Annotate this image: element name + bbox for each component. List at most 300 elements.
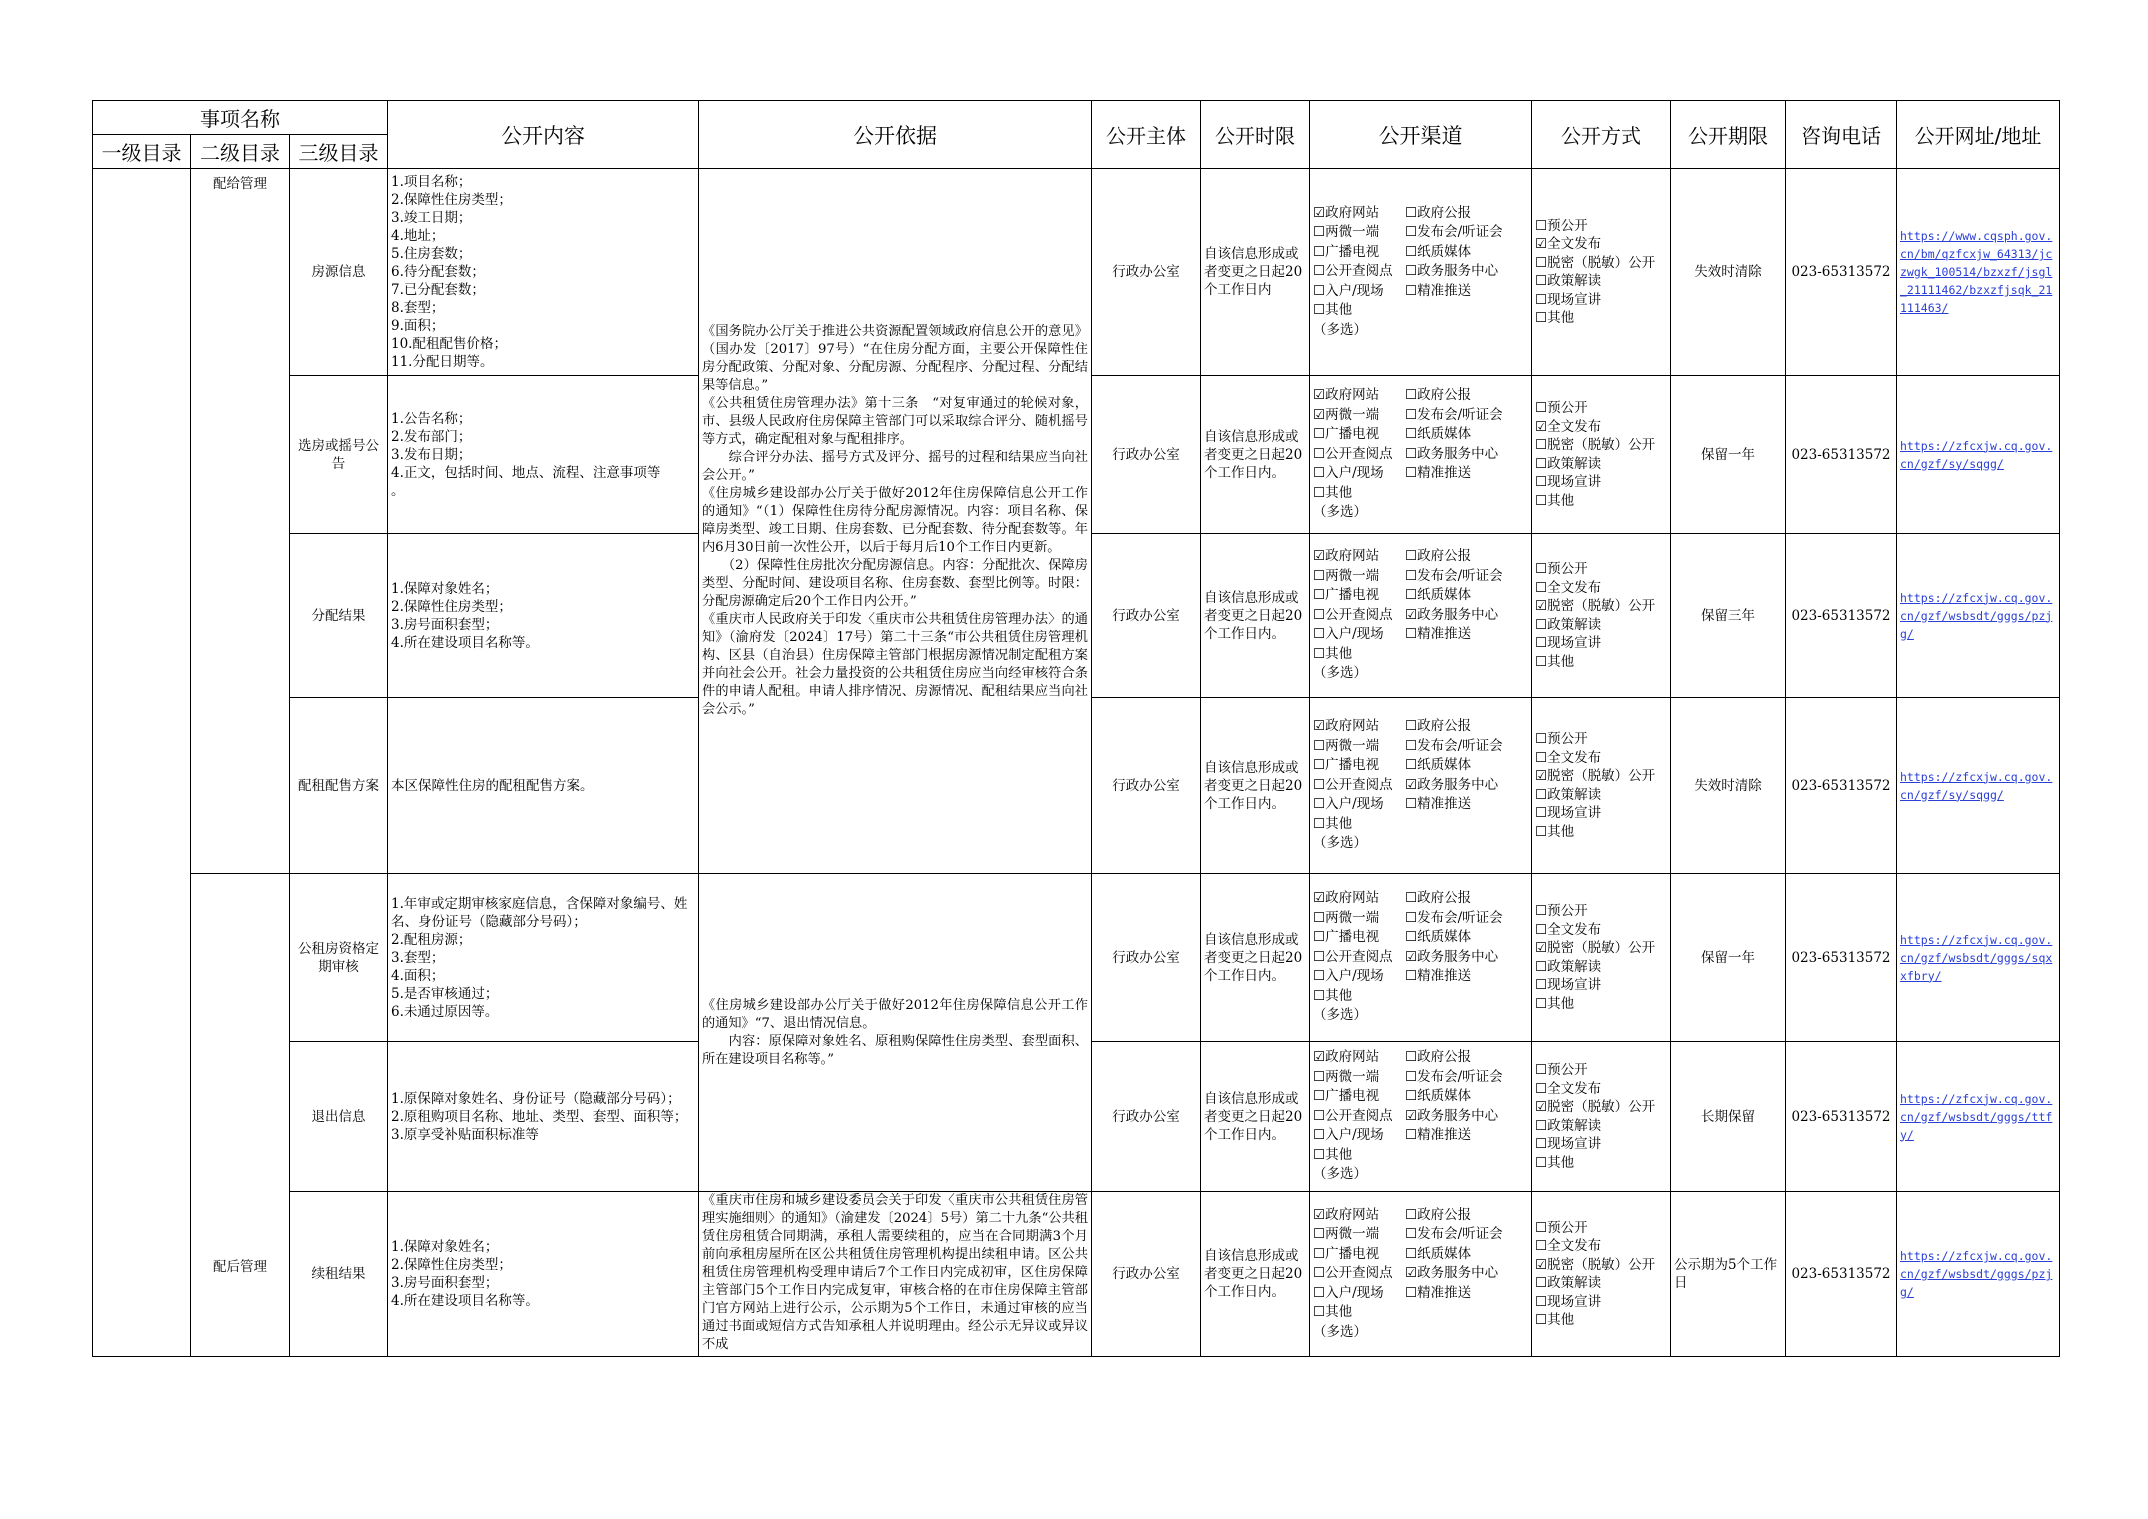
channel-option: ☐精准推送 bbox=[1405, 465, 1472, 482]
period-cell: 失效时清除 bbox=[1671, 698, 1786, 874]
channel-option: ☑政府网站 bbox=[1313, 1049, 1380, 1066]
basis-paragraph: （2）保障性住房批次分配房源信息。内容：分配批次、保障房类型、分配时间、建设项目名称、住房套数、套型比例等。时限：分配房源确定后20个工作日内公开。” bbox=[702, 558, 1088, 609]
time-limit-cell: 自该信息形成或者变更之日起20个工作日内。 bbox=[1201, 1192, 1310, 1357]
table-body bbox=[93, 169, 2060, 1357]
content-line: 3.原享受补贴面积标准等 bbox=[391, 1126, 539, 1143]
content-line: 6.待分配套数； bbox=[391, 264, 485, 280]
subject-cell: 行政办公室 bbox=[1092, 698, 1201, 874]
url-cell bbox=[1897, 698, 2060, 874]
channel-option-row bbox=[1313, 223, 1528, 243]
channel-option-row bbox=[1313, 425, 1528, 445]
channel-option: （多选） bbox=[1313, 504, 1367, 521]
phone-cell: 023-65313572 bbox=[1786, 1192, 1897, 1357]
channel-option: ☐公开查阅点 bbox=[1313, 263, 1393, 280]
channel-option: ☐其他 bbox=[1313, 484, 1353, 501]
channel-option: ☐公开查阅点 bbox=[1313, 445, 1393, 462]
method-option: ☑脱密（脱敏）公开 bbox=[1535, 940, 1656, 956]
url-cell bbox=[1897, 169, 2060, 376]
header-phone: 咨询电话 bbox=[1786, 101, 1897, 169]
channel-option: ☐入户/现场 bbox=[1313, 626, 1384, 643]
phone-cell: 023-65313572 bbox=[1786, 874, 1897, 1042]
channel-option: ☐发布会/听证会 bbox=[1405, 737, 1503, 754]
channel-option-row bbox=[1313, 1264, 1528, 1284]
method-option: ☐全文发布 bbox=[1535, 749, 1602, 766]
level3-cell: 配租配售方案 bbox=[290, 698, 388, 874]
method-cell bbox=[1532, 1042, 1671, 1192]
channel-option-row bbox=[1313, 321, 1528, 341]
channel-option: ☑政府网站 bbox=[1313, 890, 1380, 907]
level3-cell: 续租结果 bbox=[290, 1192, 388, 1357]
channel-option: ☐纸质媒体 bbox=[1405, 929, 1472, 946]
method-option: ☐预公开 bbox=[1535, 561, 1588, 577]
method-cell bbox=[1532, 874, 1671, 1042]
method-option: ☑脱密（脱敏）公开 bbox=[1535, 1099, 1656, 1115]
method-option: ☐现场宣讲 bbox=[1535, 291, 1602, 308]
channel-option: ☐两微一端 bbox=[1313, 1068, 1380, 1085]
method-option: ☐政策解读 bbox=[1535, 455, 1602, 472]
channel-option: ☐政府公报 bbox=[1405, 1206, 1472, 1223]
method-option: ☐全文发布 bbox=[1535, 1238, 1602, 1254]
channel-cell bbox=[1310, 376, 1532, 534]
channel-option: ☐广播电视 bbox=[1313, 1088, 1380, 1105]
level3-cell: 分配结果 bbox=[290, 534, 388, 698]
channel-option: （多选） bbox=[1313, 665, 1367, 682]
method-option: ☐预公开 bbox=[1535, 903, 1588, 919]
channel-option-row bbox=[1313, 1107, 1528, 1127]
content-line: 10.配租配售价格； bbox=[391, 336, 507, 352]
channel-option: ☐广播电视 bbox=[1313, 1245, 1380, 1262]
basis-paragraph: 《国务院办公厅关于推进公共资源配置领域政府信息公开的意见》（国办发〔2017〕97号）“在住房分配方面，主要公开保障性住房分配政策、分配对象、分配房源、分配程序、分配过程、分配结果等信息。” bbox=[702, 324, 1088, 393]
channel-option-row bbox=[1313, 547, 1528, 567]
channel-option: （多选） bbox=[1313, 321, 1367, 338]
channel-option: ☑政府网站 bbox=[1313, 204, 1380, 221]
channel-option: ☐精准推送 bbox=[1405, 796, 1472, 813]
content-line: 4.地址； bbox=[391, 228, 445, 244]
channel-option-row bbox=[1313, 776, 1528, 796]
level3-cell: 公租房资格定期审核 bbox=[290, 874, 388, 1042]
time-limit-cell: 自该信息形成或者变更之日起20个工作日内。 bbox=[1201, 698, 1310, 874]
channel-option: ☐公开查阅点 bbox=[1313, 1107, 1393, 1124]
content-line: 7.已分配套数； bbox=[391, 282, 485, 298]
method-option: ☐预公开 bbox=[1535, 1062, 1588, 1078]
method-option: ☐脱密（脱敏）公开 bbox=[1535, 437, 1656, 453]
time-limit-cell: 自该信息形成或者变更之日起20个工作日内。 bbox=[1201, 376, 1310, 534]
channel-option: ☐广播电视 bbox=[1313, 587, 1380, 604]
method-option: ☐其他 bbox=[1535, 995, 1575, 1012]
method-option: ☑全文发布 bbox=[1535, 418, 1602, 435]
channel-option: ☐精准推送 bbox=[1405, 968, 1472, 985]
channel-option: ☐政府公报 bbox=[1405, 204, 1472, 221]
channel-option: （多选） bbox=[1313, 1323, 1367, 1340]
content-cell bbox=[388, 1042, 699, 1192]
channel-option: ☐政府公报 bbox=[1405, 890, 1472, 907]
content-line: 5.住房套数； bbox=[391, 246, 472, 262]
content-line: 3.发布日期； bbox=[391, 446, 472, 463]
content-line: 本区保障性住房的配租配售方案。 bbox=[391, 777, 594, 794]
channel-option: ☑政府网站 bbox=[1313, 387, 1380, 404]
channel-option: ☑政府网站 bbox=[1313, 1206, 1380, 1223]
level3-cell: 选房或摇号公告 bbox=[290, 376, 388, 534]
url-cell bbox=[1897, 534, 2060, 698]
channel-option-row bbox=[1313, 756, 1528, 776]
channel-option-row bbox=[1313, 645, 1528, 665]
channel-option: ☑政府网站 bbox=[1313, 718, 1380, 735]
channel-option-row bbox=[1313, 1206, 1528, 1226]
basis-paragraph: 《住房城乡建设部办公厅关于做好2012年住房保障信息公开工作的通知》“（1）保障性住房待分配房源情况。内容：项目名称、保障房类型、竣工日期、住房套数、已分配套数、待分配套数等。年内6月30日前一次性公开，以后于每月后10个工作日内更新。 bbox=[702, 486, 1088, 555]
channel-option: ☐政务服务中心 bbox=[1405, 445, 1499, 462]
channel-option: ☐其他 bbox=[1313, 645, 1353, 662]
channel-option-row bbox=[1313, 464, 1528, 484]
level1-cell bbox=[93, 169, 191, 1357]
channel-option: ☐纸质媒体 bbox=[1405, 587, 1472, 604]
channel-option-row bbox=[1313, 262, 1528, 282]
channel-cell bbox=[1310, 698, 1532, 874]
channel-option: ☐入户/现场 bbox=[1313, 465, 1384, 482]
content-line: 3.房号面积套型； bbox=[391, 1275, 499, 1291]
channel-option-row bbox=[1313, 815, 1528, 835]
channel-option-row bbox=[1313, 484, 1528, 504]
header-time-limit: 公开时限 bbox=[1201, 101, 1310, 169]
channel-option-row bbox=[1313, 1245, 1528, 1265]
channel-cell bbox=[1310, 1192, 1532, 1357]
channel-option: ☐其他 bbox=[1313, 1146, 1353, 1163]
channel-option: ☐两微一端 bbox=[1313, 567, 1380, 584]
content-line: 3.房号面积套型； bbox=[391, 616, 499, 633]
period-cell: 保留一年 bbox=[1671, 376, 1786, 534]
period-cell: 失效时清除 bbox=[1671, 169, 1786, 376]
channel-option: ☐发布会/听证会 bbox=[1405, 406, 1503, 423]
channel-option-row bbox=[1313, 386, 1528, 406]
channel-option: ☐入户/现场 bbox=[1313, 1127, 1384, 1144]
method-option: ☐脱密（脱敏）公开 bbox=[1535, 254, 1656, 271]
subject-cell: 行政办公室 bbox=[1092, 534, 1201, 698]
channel-option: ☐入户/现场 bbox=[1313, 282, 1384, 299]
method-option: ☑脱密（脱敏）公开 bbox=[1535, 768, 1656, 784]
channel-option-row bbox=[1313, 1165, 1528, 1185]
subject-cell: 行政办公室 bbox=[1092, 376, 1201, 534]
method-option: ☐政策解读 bbox=[1535, 958, 1602, 975]
period-cell: 保留三年 bbox=[1671, 534, 1786, 698]
channel-option: ☐政务服务中心 bbox=[1405, 263, 1499, 280]
url-link[interactable]: https://zfcxjw.cq.gov.cn/gzf/sy/sqgg/ bbox=[1900, 438, 2053, 471]
content-line: 5.是否审核通过； bbox=[391, 985, 499, 1002]
content-line: 4.所在建设项目名称等。 bbox=[391, 634, 539, 651]
channel-option: ☐纸质媒体 bbox=[1405, 757, 1472, 774]
content-cell bbox=[388, 534, 699, 698]
channel-option: ☑政务服务中心 bbox=[1405, 606, 1499, 623]
header-item-name: 事项名称 bbox=[93, 101, 388, 135]
basis-cell bbox=[699, 169, 1092, 874]
basis-paragraph: 综合评分办法、摇号方式及评分、摇号的过程和结果应当向社会公开。” bbox=[702, 450, 1088, 483]
channel-cell bbox=[1310, 874, 1532, 1042]
url-link[interactable]: https://zfcxjw.cq.gov.cn/gzf/wsbsdt/gggs/pzjg/ bbox=[1900, 1249, 2053, 1299]
method-option: ☑全文发布 bbox=[1535, 236, 1602, 252]
period-cell: 保留一年 bbox=[1671, 874, 1786, 1042]
method-option: ☐其他 bbox=[1535, 310, 1575, 326]
method-option: ☐其他 bbox=[1535, 823, 1575, 840]
content-cell bbox=[388, 874, 699, 1042]
channel-option-row bbox=[1313, 664, 1528, 684]
channel-option: ☐发布会/听证会 bbox=[1405, 224, 1503, 241]
header-channel: 公开渠道 bbox=[1310, 101, 1532, 169]
content-line: 4.所在建设项目名称等。 bbox=[391, 1293, 539, 1309]
channel-option: ☐公开查阅点 bbox=[1313, 606, 1393, 623]
url-link[interactable]: https://zfcxjw.cq.gov.cn/gzf/wsbsdt/gggs/ttfy/ bbox=[1900, 1091, 2053, 1142]
channel-option-row bbox=[1313, 834, 1528, 854]
method-option: ☐预公开 bbox=[1535, 1219, 1588, 1236]
method-option: ☑脱密（脱敏）公开 bbox=[1535, 598, 1656, 614]
channel-option: ☑政务服务中心 bbox=[1405, 1107, 1499, 1124]
period-cell: 长期保留 bbox=[1671, 1042, 1786, 1192]
channel-option-row bbox=[1313, 282, 1528, 302]
url-cell bbox=[1897, 376, 2060, 534]
channel-option-row bbox=[1313, 1006, 1528, 1026]
method-option: ☐预公开 bbox=[1535, 731, 1588, 747]
method-option: ☑脱密（脱敏）公开 bbox=[1535, 1256, 1656, 1273]
header-method: 公开方式 bbox=[1532, 101, 1671, 169]
channel-option: ☐公开查阅点 bbox=[1313, 1265, 1393, 1282]
channel-option-row bbox=[1313, 1225, 1528, 1245]
channel-option: ☐广播电视 bbox=[1313, 426, 1380, 443]
content-line: 2.保障性住房类型； bbox=[391, 192, 512, 208]
method-option: ☐政策解读 bbox=[1535, 273, 1602, 289]
channel-option: ☐纸质媒体 bbox=[1405, 1088, 1472, 1105]
url-link[interactable]: https://zfcxjw.cq.gov.cn/gzf/sy/sqgg/ bbox=[1900, 769, 2053, 802]
channel-option: ☐公开查阅点 bbox=[1313, 948, 1393, 965]
content-line: 1.公告名称； bbox=[391, 410, 472, 427]
basis-cell bbox=[699, 1192, 1092, 1357]
subject-cell: 行政办公室 bbox=[1092, 874, 1201, 1042]
channel-option: ☐广播电视 bbox=[1313, 757, 1380, 774]
channel-option-row bbox=[1313, 987, 1528, 1007]
url-cell bbox=[1897, 874, 2060, 1042]
channel-option: ☐发布会/听证会 bbox=[1405, 909, 1503, 926]
channel-option-row bbox=[1313, 1087, 1528, 1107]
method-cell bbox=[1532, 698, 1671, 874]
method-cell bbox=[1532, 534, 1671, 698]
content-line: 4.面积； bbox=[391, 967, 445, 984]
content-line: 4.正文，包括时间、地点、流程、注意事项等 bbox=[391, 464, 661, 481]
channel-option: ☑政府网站 bbox=[1313, 548, 1380, 565]
channel-option: ☐发布会/听证会 bbox=[1405, 567, 1503, 584]
time-limit-cell: 自该信息形成或者变更之日起20个工作日内 bbox=[1201, 169, 1310, 376]
channel-option: ☐两微一端 bbox=[1313, 909, 1380, 926]
group-label-allocation: 配给管理 bbox=[191, 169, 290, 874]
channel-option: ☐其他 bbox=[1313, 1304, 1353, 1321]
time-limit-cell: 自该信息形成或者变更之日起20个工作日内。 bbox=[1201, 534, 1310, 698]
channel-option-row bbox=[1313, 889, 1528, 909]
content-cell bbox=[388, 1192, 699, 1357]
channel-option-row bbox=[1313, 606, 1528, 626]
channel-option-row bbox=[1313, 204, 1528, 224]
content-line: 11.分配日期等。 bbox=[391, 354, 494, 370]
group-label-post-allocation: 配后管理 bbox=[191, 874, 290, 1357]
content-line: 3.竣工日期； bbox=[391, 210, 472, 226]
channel-option: ☑政务服务中心 bbox=[1405, 1265, 1499, 1282]
table-row bbox=[93, 1192, 2060, 1357]
method-option: ☐现场宣讲 bbox=[1535, 805, 1602, 821]
url-cell bbox=[1897, 1042, 2060, 1192]
channel-option: ☑政务服务中心 bbox=[1405, 948, 1499, 965]
channel-option-row bbox=[1313, 1323, 1528, 1343]
disclosure-table bbox=[92, 100, 2060, 1357]
channel-option-row bbox=[1313, 625, 1528, 645]
content-line: 2.发布部门； bbox=[391, 428, 472, 445]
channel-option: ☐精准推送 bbox=[1405, 626, 1472, 643]
channel-option-row bbox=[1313, 406, 1528, 426]
channel-option-row bbox=[1313, 1048, 1528, 1068]
channel-option: ☐两微一端 bbox=[1313, 1226, 1380, 1243]
method-option: ☐其他 bbox=[1535, 1312, 1575, 1328]
channel-option: ☑两微一端 bbox=[1313, 406, 1380, 423]
method-option: ☐全文发布 bbox=[1535, 1080, 1602, 1097]
method-cell bbox=[1532, 1192, 1671, 1357]
channel-option-row bbox=[1313, 503, 1528, 523]
level3-cell: 房源信息 bbox=[290, 169, 388, 376]
channel-option: ☐政府公报 bbox=[1405, 1049, 1472, 1066]
basis-paragraph: 《重庆市住房和城乡建设委员会关于印发〈重庆市公共租赁住房管理实施细则〉的通知》（渝建发〔2024〕5号）第二十九条“公共租赁住房租赁合同期满，承租人需要续租的，应当在合同期满3个月前向承租房屋所在区公共租赁住房管理机构提出续租申请。区公共租赁住房管理机构受理申请后7个工作日内完成初审，区住房保障主管部门5个工作日内完成复审，审核合格的在市住房保障主管部门官方网站上进行公示，公示期为5个工作日，未通过审核的应当通过书面或短信方式告知承租人并说明理由。经公示无异议或异议不成 bbox=[702, 1193, 1088, 1352]
channel-option: ☐政府公报 bbox=[1405, 548, 1472, 565]
url-link[interactable]: https://zfcxjw.cq.gov.cn/gzf/wsbsdt/gggs/sqxxfbry/ bbox=[1900, 932, 2053, 983]
channel-option: ☐精准推送 bbox=[1405, 1284, 1472, 1301]
phone-cell: 023-65313572 bbox=[1786, 169, 1897, 376]
content-line: 2.原租购项目名称、地址、类型、套型、面积等； bbox=[391, 1108, 688, 1125]
method-option: ☐其他 bbox=[1535, 1154, 1575, 1171]
table-row bbox=[93, 874, 2060, 1042]
url-link[interactable]: https://www.cqsph.gov.cn/bm/qzfcxjw_64313/jczwgk_100514/bzxzf/jsgl_21111462/bzxzfjsqk_21111463/ bbox=[1900, 229, 2053, 315]
content-line: 1.原保障对象姓名、身份证号（隐藏部分号码）； bbox=[391, 1090, 681, 1107]
channel-option-row bbox=[1313, 909, 1528, 929]
channel-option: （多选） bbox=[1313, 1166, 1367, 1183]
channel-option: ☐政府公报 bbox=[1405, 718, 1472, 735]
channel-option: （多选） bbox=[1313, 835, 1367, 852]
channel-option-row bbox=[1313, 567, 1528, 587]
method-option: ☐政策解读 bbox=[1535, 616, 1602, 633]
channel-option-row bbox=[1313, 1126, 1528, 1146]
header-basis: 公开依据 bbox=[699, 101, 1092, 169]
basis-paragraph: 《公共租赁住房管理办法》第十三条 “对复审通过的轮候对象，市、县级人民政府住房保障主管部门可以采取综合评分、随机摇号等方式，确定配租对象与配租排序。 bbox=[702, 396, 1088, 447]
url-cell bbox=[1897, 1192, 2060, 1357]
channel-option: ☐入户/现场 bbox=[1313, 968, 1384, 985]
content-line: 1.保障对象姓名； bbox=[391, 580, 499, 597]
content-cell bbox=[388, 376, 699, 534]
method-option: ☐现场宣讲 bbox=[1535, 474, 1602, 490]
method-option: ☐全文发布 bbox=[1535, 921, 1602, 938]
subject-cell: 行政办公室 bbox=[1092, 1042, 1201, 1192]
content-cell bbox=[388, 698, 699, 874]
channel-option: ☐纸质媒体 bbox=[1405, 243, 1472, 260]
basis-paragraph: 内容：原保障对象姓名、原租购保障性住房类型、套型面积、所在建设项目名称等。” bbox=[702, 1033, 1088, 1067]
channel-option-row bbox=[1313, 948, 1528, 968]
subject-cell: 行政办公室 bbox=[1092, 169, 1201, 376]
channel-option: （多选） bbox=[1313, 1007, 1367, 1024]
channel-cell bbox=[1310, 1042, 1532, 1192]
channel-option: ☐精准推送 bbox=[1405, 1127, 1472, 1144]
content-cell bbox=[388, 169, 699, 376]
channel-option: ☐两微一端 bbox=[1313, 737, 1380, 754]
basis-paragraph: 《住房城乡建设部办公厅关于做好2012年住房保障信息公开工作的通知》“7、退出情况信息。 bbox=[702, 997, 1088, 1031]
channel-option: ☐两微一端 bbox=[1313, 224, 1380, 241]
method-option: ☐其他 bbox=[1535, 653, 1575, 670]
period-cell: 公示期为5个工作日 bbox=[1671, 1192, 1786, 1357]
channel-option: ☐纸质媒体 bbox=[1405, 426, 1472, 443]
content-line: 。 bbox=[391, 482, 405, 499]
method-cell bbox=[1532, 169, 1671, 376]
channel-option-row bbox=[1313, 928, 1528, 948]
url-link[interactable]: https://zfcxjw.cq.gov.cn/gzf/wsbsdt/gggs/pzjg/ bbox=[1900, 590, 2053, 641]
basis-cell bbox=[699, 874, 1092, 1192]
header-level1: 一级目录 bbox=[93, 135, 191, 169]
method-option: ☐政策解读 bbox=[1535, 1275, 1602, 1291]
method-option: ☐现场宣讲 bbox=[1535, 635, 1602, 651]
content-line: 3.套型； bbox=[391, 949, 445, 966]
channel-option: ☑政务服务中心 bbox=[1405, 776, 1499, 793]
content-line: 2.保障性住房类型； bbox=[391, 598, 512, 615]
table-row bbox=[93, 169, 2060, 376]
channel-option: ☐入户/现场 bbox=[1313, 796, 1384, 813]
content-line: 1.项目名称； bbox=[391, 174, 472, 190]
header-period: 公开期限 bbox=[1671, 101, 1786, 169]
channel-option: ☐广播电视 bbox=[1313, 243, 1380, 260]
channel-option-row bbox=[1313, 717, 1528, 737]
basis-paragraph: 《重庆市人民政府关于印发〈重庆市公共租赁住房管理办法〉的通知》（渝府发〔2024〕17号）第二十三条“市公共租赁住房管理机构、区县（自治县）住房保障主管部门根据房源情况制定配租方案并向社会公开。社会力量投资的公共租赁住房应当向经审核符合条件的申请人配租。申请人排序情况、房源情况、配租结果应当向社会公示。” bbox=[702, 612, 1088, 717]
content-line: 8.套型； bbox=[391, 300, 445, 316]
method-option: ☐预公开 bbox=[1535, 400, 1588, 416]
channel-option-row bbox=[1313, 795, 1528, 815]
subject-cell: 行政办公室 bbox=[1092, 1192, 1201, 1357]
channel-option-row bbox=[1313, 1284, 1528, 1304]
method-option: ☐其他 bbox=[1535, 492, 1575, 509]
channel-option-row bbox=[1313, 586, 1528, 606]
channel-option-row bbox=[1313, 967, 1528, 987]
channel-option: ☐其他 bbox=[1313, 987, 1353, 1004]
header-level3: 三级目录 bbox=[290, 135, 388, 169]
header-content: 公开内容 bbox=[388, 101, 699, 169]
channel-option: ☐政府公报 bbox=[1405, 387, 1472, 404]
content-line: 1.年审或定期审核家庭信息，含保障对象编号、姓名、身份证号（隐藏部分号码）； bbox=[391, 895, 688, 930]
header-url: 公开网址/地址 bbox=[1897, 101, 2060, 169]
channel-option: ☐精准推送 bbox=[1405, 282, 1472, 299]
method-option: ☐现场宣讲 bbox=[1535, 977, 1602, 993]
channel-option-row bbox=[1313, 1146, 1528, 1166]
header-subject: 公开主体 bbox=[1092, 101, 1201, 169]
phone-cell: 023-65313572 bbox=[1786, 376, 1897, 534]
channel-option: ☐纸质媒体 bbox=[1405, 1245, 1472, 1262]
method-option: ☐全文发布 bbox=[1535, 579, 1602, 596]
method-option: ☐预公开 bbox=[1535, 217, 1588, 234]
channel-option: ☐发布会/听证会 bbox=[1405, 1068, 1503, 1085]
channel-option-row bbox=[1313, 301, 1528, 321]
channel-option: ☐其他 bbox=[1313, 302, 1353, 319]
channel-option: ☐公开查阅点 bbox=[1313, 776, 1393, 793]
channel-option: ☐广播电视 bbox=[1313, 929, 1380, 946]
method-option: ☐政策解读 bbox=[1535, 1117, 1602, 1134]
channel-option-row bbox=[1313, 737, 1528, 757]
phone-cell: 023-65313572 bbox=[1786, 698, 1897, 874]
channel-cell bbox=[1310, 169, 1532, 376]
time-limit-cell: 自该信息形成或者变更之日起20个工作日内。 bbox=[1201, 874, 1310, 1042]
time-limit-cell: 自该信息形成或者变更之日起20个工作日内。 bbox=[1201, 1042, 1310, 1192]
phone-cell: 023-65313572 bbox=[1786, 1042, 1897, 1192]
method-option: ☐政策解读 bbox=[1535, 786, 1602, 803]
channel-cell bbox=[1310, 534, 1532, 698]
channel-option-row bbox=[1313, 445, 1528, 465]
method-option: ☐现场宣讲 bbox=[1535, 1293, 1602, 1310]
content-line: 9.面积； bbox=[391, 318, 445, 334]
phone-cell: 023-65313572 bbox=[1786, 534, 1897, 698]
channel-option-row bbox=[1313, 1303, 1528, 1323]
channel-option-row bbox=[1313, 243, 1528, 263]
